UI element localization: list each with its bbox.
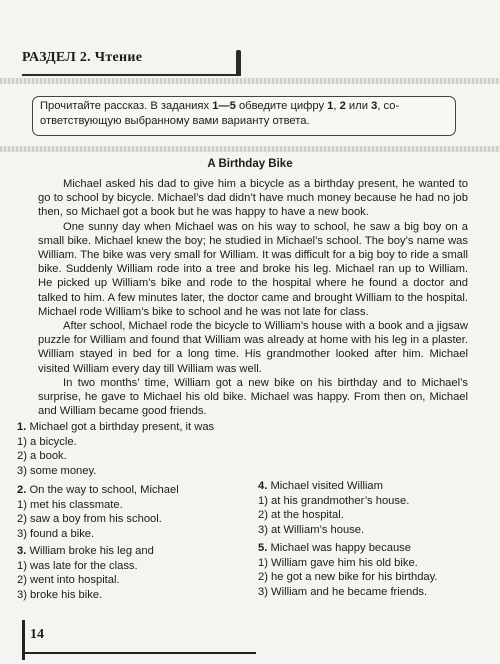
story-paragraph: Michael asked his dad to give him a bicycle as a birthday present, he wanted to go to school by bicycle. Michael’s dad didn’t have much money because he had no job then, so Michael got a book but he was happy to have a new book. (38, 178, 468, 219)
question-number: 2. (17, 484, 27, 496)
question-stem: William broke his leg and (26, 545, 154, 557)
answer-option[interactable]: 2) a book. (17, 450, 67, 463)
question-2 (17, 483, 247, 541)
story-paragraph: After school, Michael rode the bicycle to William’s house with a book and a jigsaw puzzle for William and found that William was already at home with his leg in a plaster. William stayed in bed for a long time. His grandmother looked after him. Michael visited William every day till William was well. (38, 320, 468, 375)
decorative-band (0, 78, 500, 84)
question-number: 3. (17, 545, 27, 557)
story-paragraph: In two months’ time, William got a new bike on his birthday and to Michael’s surprise, he gave to Michael his old bike. Michael was happy. From then on, Michael and William became good friends. (38, 376, 468, 418)
answer-option[interactable]: 1) at his grandmother’s house. (258, 494, 410, 507)
answer-option[interactable]: 3) William and he became friends. (258, 585, 428, 598)
question-1 (17, 420, 247, 478)
answer-option[interactable]: 2) at the hospital. (258, 509, 344, 522)
question-stem: Michael was happy because (267, 542, 412, 554)
page-number: 14 (30, 627, 44, 642)
question-number: 5. (258, 542, 268, 554)
question-stem: Michael got a birthday present, it was (26, 421, 215, 433)
answer-option[interactable]: 2) went into hospital. (17, 574, 120, 587)
answer-option[interactable]: 2) saw a boy from his school. (17, 513, 162, 526)
answer-option[interactable]: 1) William gave him his old bike. (258, 556, 418, 569)
story-text (38, 177, 468, 418)
answer-option[interactable]: 3) found a bike. (17, 527, 95, 540)
question-stem: On the way to school, Michael (26, 484, 179, 496)
page-number-bar (22, 620, 25, 660)
answer-option[interactable]: 1) was late for the class. (17, 559, 138, 572)
question-3 (17, 544, 247, 602)
decorative-band (0, 146, 500, 152)
story-title: A Birthday Bike (207, 158, 293, 170)
answer-option[interactable]: 1) a bicycle. (17, 435, 77, 448)
answer-option[interactable]: 2) he got a new bike for his birthday. (258, 571, 438, 584)
answer-option[interactable]: 3) broke his bike. (17, 588, 103, 601)
question-number: 4. (258, 480, 268, 492)
section-title: РАЗДЕЛ 2. Чтение (22, 50, 143, 65)
question-4 (258, 479, 488, 537)
header-rule (22, 74, 236, 76)
question-number: 1. (17, 421, 27, 433)
instruction-text: Прочитайте рассказ. В заданиях 1—5 обведите цифру 1, 2 или 3, со-ответствующую выбранному вами варианту ответа. (40, 100, 400, 127)
header-tab-mark (236, 50, 241, 76)
question-5 (258, 541, 493, 599)
answer-option[interactable]: 3) some money. (17, 464, 97, 477)
answer-option[interactable]: 3) at William’s house. (258, 523, 365, 536)
footer-rule (22, 652, 256, 654)
question-stem: Michael visited William (267, 480, 383, 492)
answer-option[interactable]: 1) met his classmate. (17, 498, 123, 511)
story-paragraph: One sunny day when Michael was on his way to school, he saw a big boy on a small bike. Michael knew the boy; he studied in Michael’s school. The boy’s name was William. The bike was very small for William. It was difficult for a big boy to ride a small bike. Suddenly William rode into a tree and broke his leg. Michael ran up to William. He picked up William’s bike and rode to the hospital where he found a doctor and talked to him. A few minutes later, the doctor came and brought William to the hospital. Michael rode William’s bike to school and he was not late for class. (38, 220, 468, 318)
